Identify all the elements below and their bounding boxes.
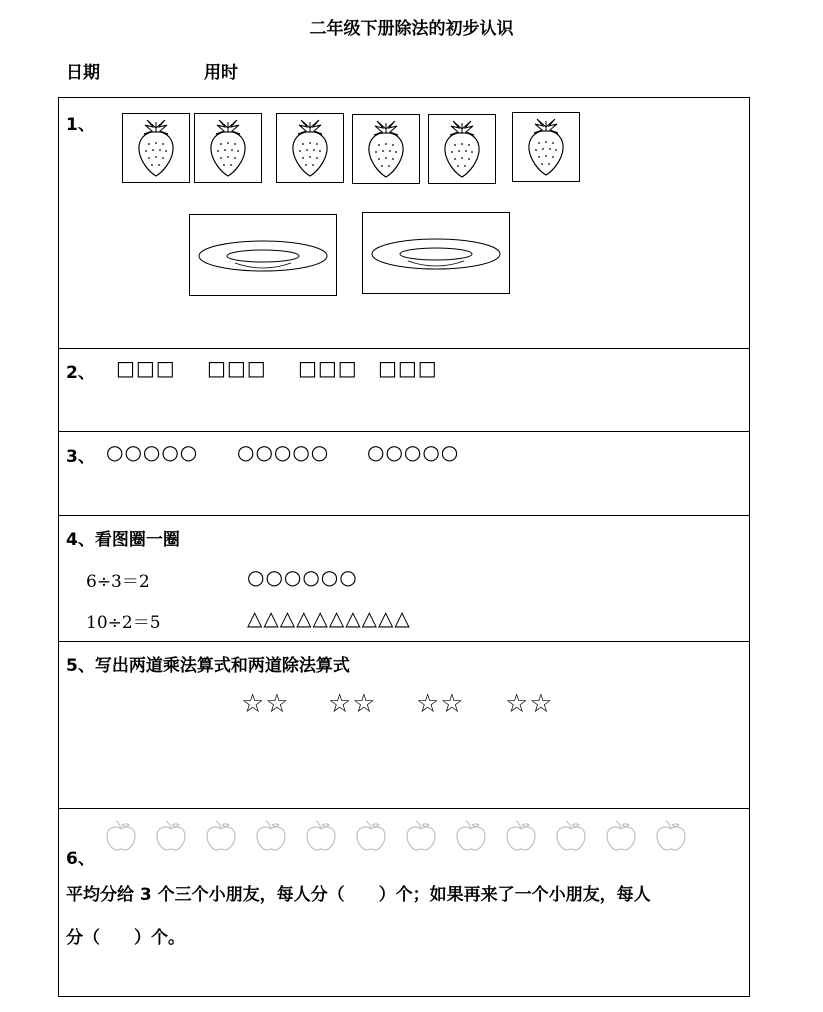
apple-icon [254, 820, 288, 852]
plate-card [189, 214, 337, 296]
star-group: ☆☆ [416, 689, 465, 719]
question-6-text-line-1: 平均分给 3 个三个小朋友，每人分（ ）个；如果再来了一个小朋友，每人 [66, 885, 651, 905]
strawberry-card [512, 112, 580, 182]
row-divider [58, 641, 750, 642]
apple-icon [554, 820, 588, 852]
star-group: ☆☆ [505, 689, 554, 719]
apple-icon [454, 820, 488, 852]
equation-6-div-3: 6÷3＝2 [86, 572, 150, 592]
apple-icon [304, 820, 338, 852]
apple-icon [204, 820, 238, 852]
strawberry-card [276, 113, 344, 183]
question-5-label: 5、写出两道乘法算式和两道除法算式 [66, 656, 350, 676]
circle-row: ○○○○○○ [247, 565, 358, 589]
strawberry-icon [195, 114, 261, 182]
triangle-row: △△△△△△△△△△ [247, 606, 411, 630]
strawberry-icon [429, 115, 495, 183]
star-group: ☆☆ [328, 689, 377, 719]
plate-icon [190, 215, 336, 295]
apple-icon [504, 820, 538, 852]
date-label: 日期 [66, 63, 100, 83]
square-group: □□□ [298, 356, 358, 380]
strawberry-card [428, 114, 496, 184]
apple-icon [604, 820, 638, 852]
circle-group: ○○○○○ [106, 440, 199, 464]
apple-icon [154, 820, 188, 852]
question-6-text-line-2: 分（ ）个。 [66, 928, 185, 948]
apple-icon [354, 820, 388, 852]
apple-icon [104, 820, 138, 852]
star-group: ☆☆ [241, 689, 290, 719]
circle-group: ○○○○○ [237, 440, 330, 464]
row-divider [58, 348, 750, 349]
equation-10-div-2: 10÷2＝5 [86, 613, 161, 633]
strawberry-icon [277, 114, 343, 182]
apple-icon [654, 820, 688, 852]
plate-card [362, 212, 510, 294]
question-2-label: 2、 [66, 363, 95, 383]
row-divider [58, 515, 750, 516]
row-divider [58, 431, 750, 432]
square-group: □□□ [207, 356, 267, 380]
circle-group: ○○○○○ [367, 440, 460, 464]
strawberry-card [122, 113, 190, 183]
row-divider [58, 808, 750, 809]
question-1-label: 1、 [66, 115, 95, 135]
question-4-label: 4、看图圈一圈 [66, 530, 180, 550]
question-6-label: 6、 [66, 849, 95, 869]
time-label: 用时 [204, 63, 238, 83]
apple-icon [404, 820, 438, 852]
square-group: □□□ [378, 356, 438, 380]
worksheet-title: 二年级下册除法的初步认识 [309, 19, 514, 39]
square-group: □□□ [116, 356, 176, 380]
strawberry-icon [353, 115, 419, 183]
strawberry-icon [513, 113, 579, 181]
plate-icon [363, 213, 509, 293]
strawberry-card [194, 113, 262, 183]
question-3-label: 3、 [66, 447, 95, 467]
strawberry-icon [123, 114, 189, 182]
strawberry-card [352, 114, 420, 184]
